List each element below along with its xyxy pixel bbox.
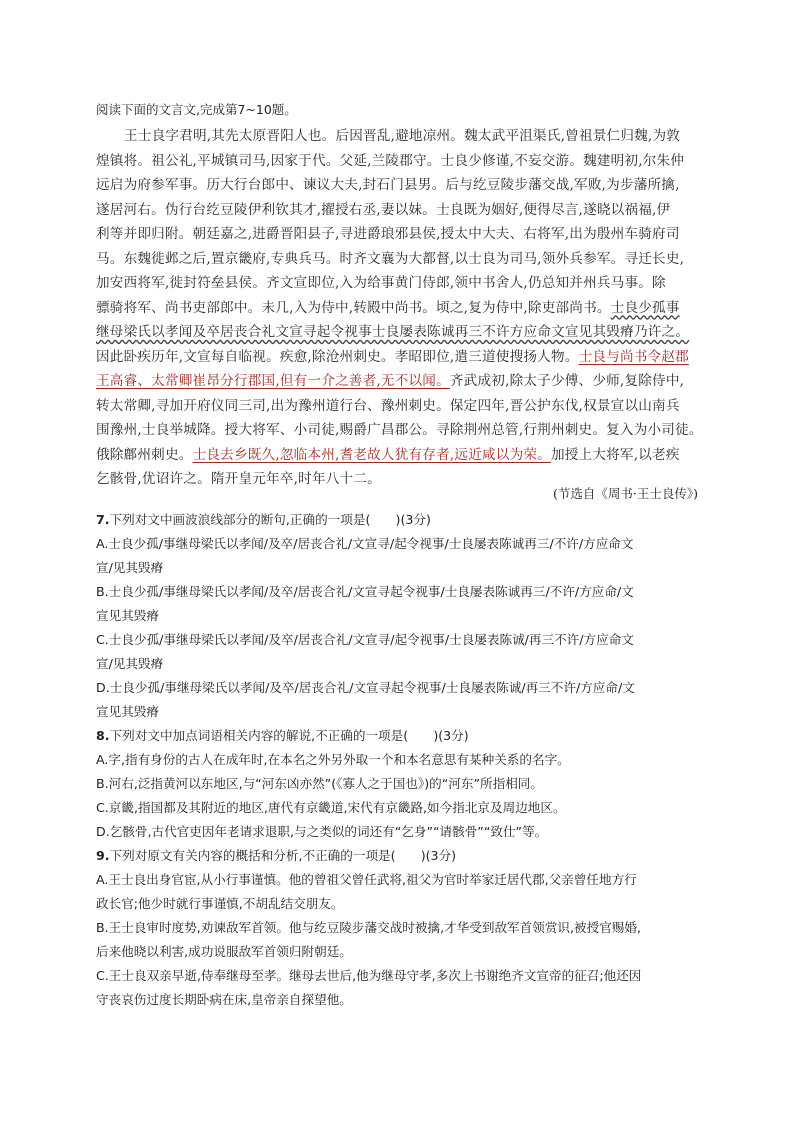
- option-c: C.士良少孤/事继母梁氏以孝闻/及卒/居丧合礼/文宣寻/起令视事/士良屡表陈诚/再三不许/方应命文: [96, 632, 634, 647]
- passage-text: 齐武成初,除太子少傅、少师,复除侍中,: [449, 373, 685, 389]
- option-c: C.京畿,指国都及其附近的地区,唐代有京畿道,宋代有京畿路,如今指北京及周边地区。: [96, 800, 566, 815]
- question-7-stem: [96, 508, 700, 532]
- question-number: 7.: [96, 512, 110, 527]
- question-number: 8.: [96, 728, 110, 743]
- option-b-cont: 宣见其毁瘠: [96, 608, 159, 623]
- passage-line: 远启为府参军事。历大行台郎中、谏议大夫,封石门县男。后与纥豆陵步藩交战,军败,为步藩所擒,: [96, 177, 680, 193]
- option-b: B.河右,泛指黄河以东地区,与“河东凶亦然”(《寡人之于国也》)的“河东”所指相同。: [96, 776, 543, 791]
- option-d: D.乞骸骨,古代官吏因年老请求退职,与之类似的词还有“乞身”“请骸骨”“致仕”等。: [96, 824, 548, 839]
- question-text: 下列对文中加点词语相关内容的解说,不正确的一项是( )(3分): [109, 728, 469, 743]
- red-underlined-text: 士良与尚书令赵郡: [578, 348, 689, 365]
- passage-line: [96, 369, 708, 394]
- passage-line: 遂居河右。伪行台纥豆陵伊利钦其才,擢授右丞,妻以妹。士良既为姻好,便得尽言,遂晓以祸福,伊: [96, 201, 671, 218]
- questions: [96, 508, 700, 1012]
- passage-line: 利等并即归附。朝廷嘉之,进爵晋阳县子,寻进爵琅邪县侯,授太中大夫、右将军,出为殷州车骑府司: [96, 226, 680, 242]
- passage-text: 加授上大将军,以老疾: [550, 446, 680, 463]
- option-c-cont: 守丧哀伤过度长期卧病在床,皇帝亲自探望他。: [96, 992, 352, 1007]
- option-a: A.字,指有身份的古人在成年时,在本名之外另外取一个和本名意思有某种关系的名字。: [96, 752, 570, 767]
- passage-text: 俄除鄜州刺史。: [96, 446, 193, 463]
- passage-line: 加安西将军,徙封符垒县侯。齐文宣即位,入为给事黄门侍郎,领中书舍人,仍总知并州兵马事。除: [96, 275, 666, 291]
- passage-line: [96, 320, 708, 345]
- passage-line: 煌镇将。祖公礼,平城镇司马,因家于代。父延,兰陵郡守。士良少修谨,不妄交游。魏建明初,尔朱仲: [96, 152, 685, 169]
- red-underlined-text: 王高睿、太常卿崔昂分行郡国,但有一介之善者,无不以闻。: [96, 373, 450, 389]
- passage-line: 围豫州,士良举城降。授大将军、小司徒,赐爵广昌郡公。寻除荆州总管,行荆州刺史。复入为小司徒。: [96, 422, 703, 438]
- option-b: B.士良少孤/事继母梁氏以孝闻/及卒/居丧合礼/文宣寻起令视事/士良屡表陈诚再三/不许/方应命/文: [96, 584, 634, 599]
- option-d: D.士良少孤/事继母梁氏以孝闻/及卒/居丧合礼/文宣寻起令视事/士良屡表陈诚/再三不许/方应命/文: [96, 680, 635, 695]
- question-text: 下列对原文有关内容的概括和分析,不正确的一项是( )(3分): [109, 848, 457, 863]
- wavy-underlined-text: 继母梁氏以孝闻及卒居丧合礼文宣寻起令视事士良屡表陈诚再三不许方应命文宣见其毁瘠乃许之。: [96, 324, 690, 340]
- passage-text: 因此卧疾历年,文宣每自临视。疾愈,除沧州刺史。孝昭即位,遣三道使搜扬人物。: [96, 348, 579, 365]
- passage-line: 马。东魏徙邺之后,置京畿府,专典兵马。时齐文襄为大都督,以士良为司马,领外兵参军。寻迁长史,: [96, 250, 685, 267]
- option-c: C.王士良双亲早逝,侍奉继母至孝。继母去世后,他为继母守孝,多次上书谢绝齐文宣帝的征召;他还因: [96, 968, 642, 983]
- passage-text: 骠骑将军、尚书吏部郎中。未几,入为侍中,转殿中尚书。顷之,复为侍中,除吏部尚书。: [96, 299, 611, 316]
- option-b-cont: 后来他晓以利害,成功说服敌军首领归附朝廷。: [96, 944, 352, 959]
- wavy-underlined-text: 士良少孤事: [610, 299, 680, 316]
- option-a-cont: 宣/见其毁瘠: [96, 560, 164, 575]
- option-c-cont: 宣/见其毁瘠: [96, 656, 164, 671]
- question-text: 下列对文中画波浪线部分的断句,正确的一项是( )(3分): [109, 512, 431, 527]
- classical-passage: [96, 124, 708, 492]
- option-d-cont: 宣见其毁瘠: [96, 704, 159, 719]
- option-a: A.士良少孤/事继母梁氏以孝闻/及卒/居丧合礼/文宣寻/起令视事/士良屡表陈诚再三/不许/方应命文: [96, 536, 634, 551]
- question-9-stem: [96, 844, 700, 868]
- passage-line: 乞骸骨,优诏许之。隋开皇元年卒,时年八十二。: [96, 471, 381, 487]
- option-a-cont: 政长官;他少时就行事谨慎,不胡乱结交朋友。: [96, 896, 344, 911]
- passage-line: 转太常卿,寻加开府仪同三司,出为豫州道行台、豫州刺史。保定四年,晋公护东伐,权景宣以山南兵: [96, 397, 680, 414]
- passage-line: 王士良字君明,其先太原晋阳人也。后因晋乱,避地凉州。魏太武平沮渠氏,曾祖景仁归魏,为敦: [124, 128, 681, 144]
- question-8-stem: [96, 724, 700, 748]
- reading-instruction: 阅读下面的文言文,完成第7~10题。: [96, 102, 297, 117]
- passage-line: [96, 296, 708, 321]
- source-citation: (节选自《周书·王士良传》): [553, 486, 698, 501]
- red-underlined-text: 士良去乡既久,忽临本州,耆老故人犹有存者,远近咸以为荣。: [192, 446, 551, 463]
- passage-line: [96, 345, 708, 370]
- option-a: A.王士良出身官宦,从小行事谨慎。他的曾祖父曾任武将,祖父为官时举家迁居代郡,父亲曾任地方行: [96, 872, 637, 887]
- passage-line: [96, 443, 708, 468]
- question-number: 9.: [96, 848, 110, 863]
- option-b: B.王士良审时度势,劝谏敌军首领。他与纥豆陵步藩交战时被擒,才华受到敌军首领赏识,被授官赐婚,: [96, 920, 641, 935]
